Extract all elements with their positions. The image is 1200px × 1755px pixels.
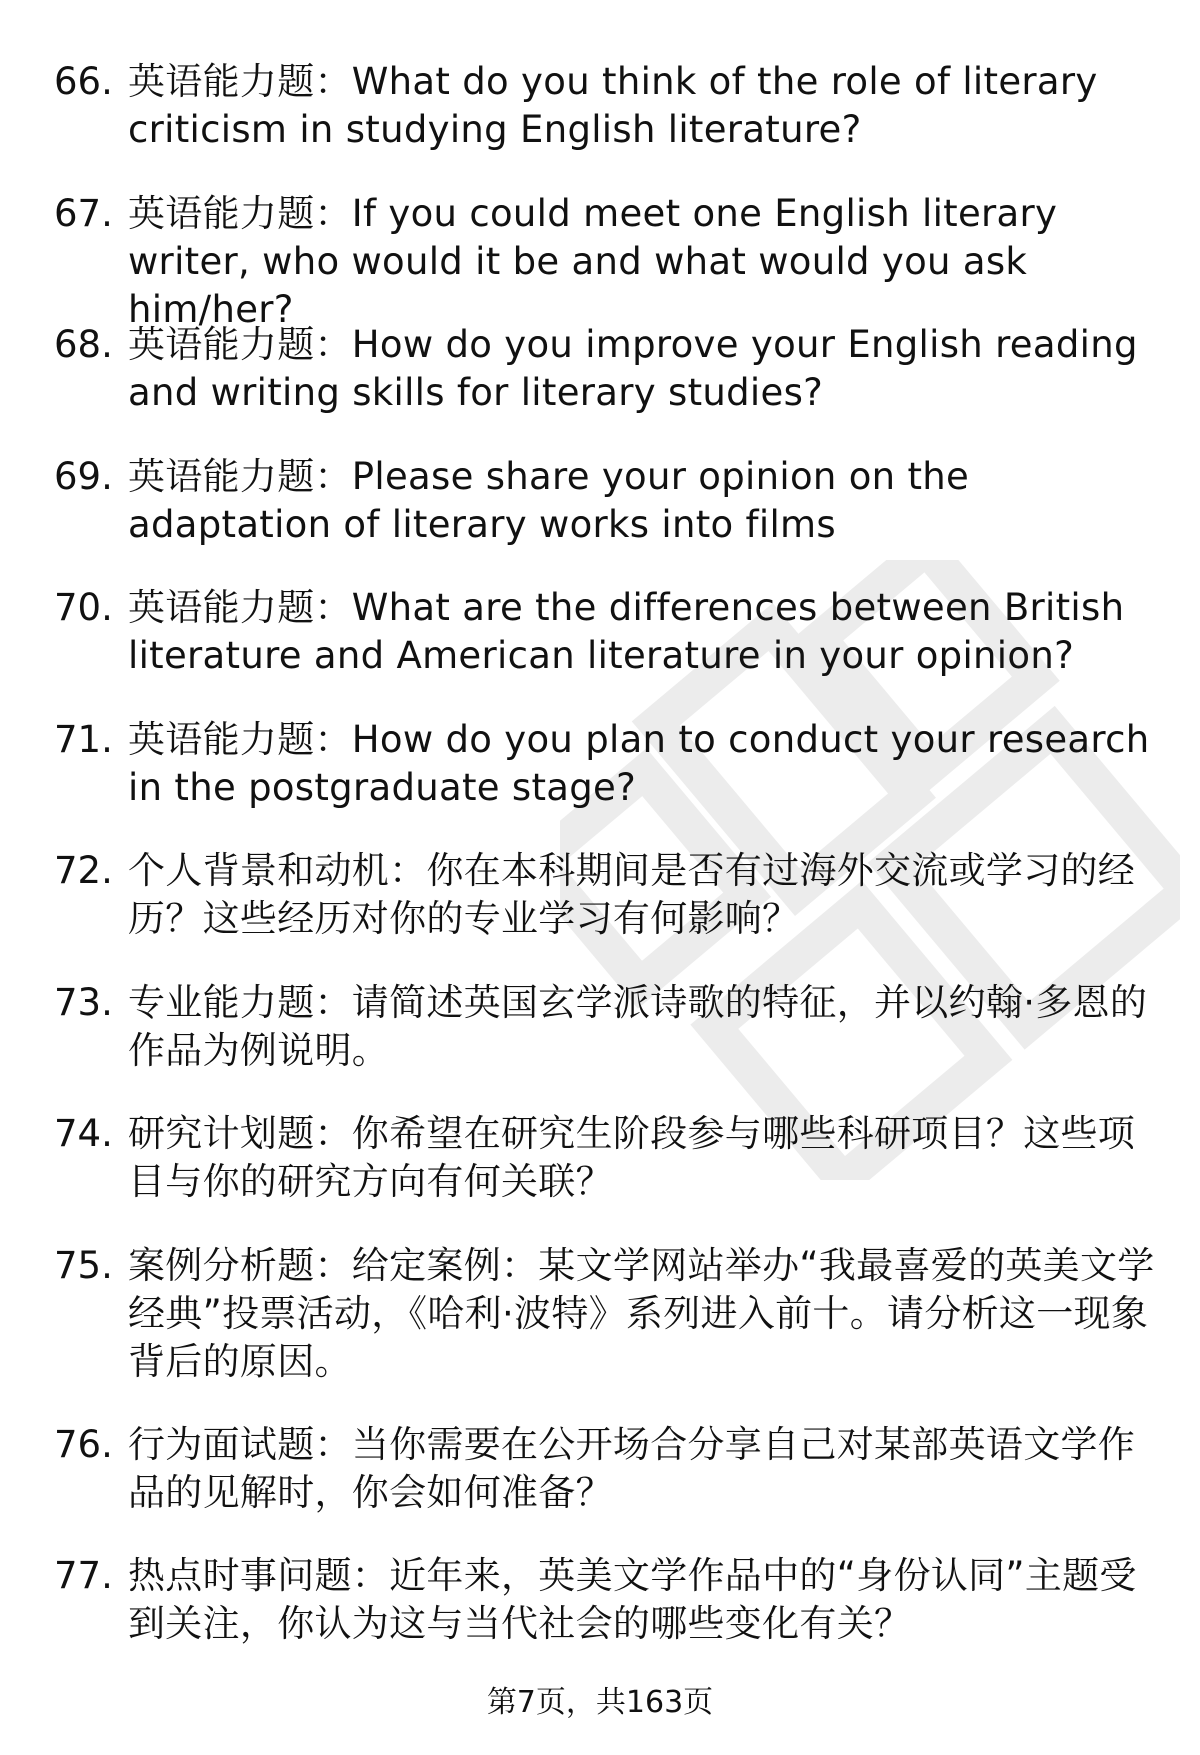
question-text: 英语能力题：If you could meet one English literary writer, who would it be and what would you ask him/her? [128, 191, 1058, 331]
question-number: 68. [54, 323, 113, 366]
question-item [0, 453, 1200, 585]
question-number: 67. [54, 191, 113, 235]
question-text: 英语能力题：What are the differences between British literature and American literature in your opinion? [128, 586, 1125, 677]
question-text: 案例分析题：给定案例：某文学网站举办“我最喜爱的英美文学经典”投票活动，《哈利·波特》系列进入前十。请分析这一现象背后的原因。 [128, 1243, 1155, 1383]
question-item [0, 584, 1200, 716]
question-item [0, 847, 1200, 979]
question-item [0, 1552, 1200, 1684]
question-item [0, 979, 1200, 1111]
question-text: 英语能力题：Please share your opinion on the adaptation of literary works into films [128, 454, 970, 546]
question-number: 73. [54, 980, 113, 1024]
question-number: 70. [54, 586, 113, 629]
question-text: 行为面试题：当你需要在公开场合分享自己对某部英语文学作品的见解时，你会如何准备？ [128, 1422, 1136, 1514]
question-number: 71. [54, 717, 113, 761]
question-text: 英语能力题：How do you improve your English reading and writing skills for literary studies? [128, 323, 1138, 414]
question-number: 76. [54, 1422, 113, 1466]
question-number: 69. [54, 454, 113, 498]
question-number: 74. [54, 1112, 113, 1155]
question-text: 研究计划题：你希望在研究生阶段参与哪些科研项目？这些项目与你的研究方向有何关联？ [128, 1112, 1136, 1203]
question-item [0, 321, 1200, 453]
question-item [0, 58, 1200, 190]
question-item [0, 1110, 1200, 1242]
question-text: 专业能力题：请简述英国玄学派诗歌的特征，并以约翰·多恩的作品为例说明。 [128, 980, 1148, 1072]
question-item [0, 190, 1200, 331]
question-item [0, 1242, 1200, 1421]
question-item [0, 1421, 1200, 1553]
question-text: 英语能力题：What do you think of the role of literary criticism in studying English literature? [128, 60, 1098, 151]
question-number: 72. [54, 849, 113, 892]
question-text: 个人背景和动机：你在本科期间是否有过海外交流或学习的经历？这些经历对你的专业学习有何影响？ [128, 849, 1136, 940]
question-list [0, 58, 1200, 1684]
question-text: 热点时事问题：近年来，英美文学作品中的“身份认同”主题受到关注，你认为这与当代社会的哪些变化有关？ [128, 1554, 1137, 1645]
question-text: 英语能力题：How do you plan to conduct your research in the postgraduate stage? [128, 717, 1150, 809]
question-number: 75. [54, 1243, 113, 1287]
question-number: 77. [54, 1554, 113, 1597]
question-item [0, 716, 1200, 848]
question-number: 66. [54, 60, 113, 103]
page-footer: 第7页，共163页 [486, 1685, 714, 1720]
